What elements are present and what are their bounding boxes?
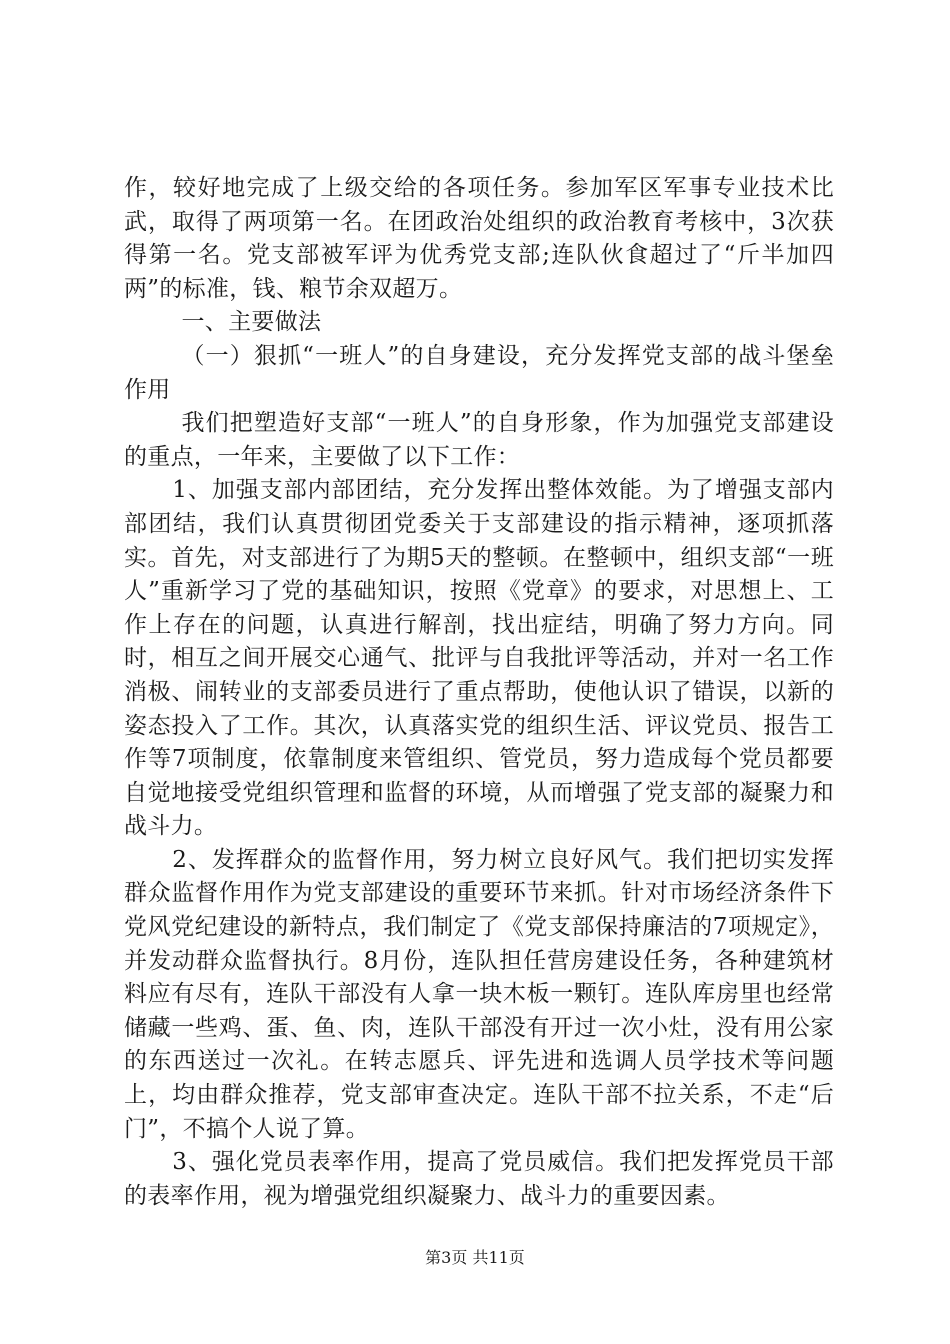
- page-footer: 第3页 共11页: [425, 1248, 525, 1267]
- document-body: [124, 172, 834, 1213]
- paragraph-item-2: 2、发挥群众的监督作用，努力树立良好风气。我们把切实发挥群众监督作用作为党支部建设的重要环节来抓。针对市场经济条件下党风党纪建设的新特点，我们制定了《党支部保持廉洁的7项规定》，并发动群众监督执行。8月份，连队担任营房建设任务，各种建筑材料应有尽有，连队干部没有人拿一块木板一颗钉。连队库房里也经常储藏一些鸡、蛋、鱼、肉，连队干部没有开过一次小灶，没有用公家的东西送过一次礼。在转志愿兵、评先进和选调人员学技术等问题上，均由群众推荐，党支部审查决定。连队干部不拉关系，不走“后门”，不搞个人说了算。: [124, 846, 834, 1142]
- paragraph-item-1: 1、加强支部内部团结，充分发挥出整体效能。为了增强支部内部团结，我们认真贯彻团党委关于支部建设的指示精神，逐项抓落实。首先，对支部进行了为期5天的整顿。在整顿中，组织支部“一班人”重新学习了党的基础知识，按照《党章》的要求，对思想上、工作上存在的问题，认真进行解剖，找出症结，明确了努力方向。同时，相互之间开展交心通气、批评与自我批评等活动，并对一名工作消极、闹转业的支部委员进行了重点帮助，使他认识了错误，以新的姿态投入了工作。其次，认真落实党的组织生活、评议党员、报告工作等7项制度，依靠制度来管组织、管党员，努力造成每个党员都要自觉地接受党组织管理和监督的环境，从而增强了党支部的凝聚力和战斗力。: [124, 477, 834, 840]
- subsection-heading: （一）狠抓“一班人”的自身建设，充分发挥党支部的战斗堡垒作用: [124, 342, 834, 403]
- section-heading: 一、主要做法: [181, 309, 322, 336]
- paragraph-continuation: 作，较好地完成了上级交给的各项任务。参加军区军事专业技术比武，取得了两项第一名。在团政治处组织的政治教育考核中，3次获得第一名。党支部被军评为优秀党支部;连队伙食超过了“斤半加四两”的标准，钱、粮节余双超万。: [124, 175, 834, 302]
- paragraph-intro: 我们把塑造好支部“一班人”的自身形象，作为加强党支部建设的重点，一年来，主要做了以下工作：: [124, 410, 834, 470]
- paragraph-item-3: 3、强化党员表率作用，提高了党员威信。我们把发挥党员干部的表率作用，视为增强党组织凝聚力、战斗力的重要因素。: [124, 1149, 834, 1209]
